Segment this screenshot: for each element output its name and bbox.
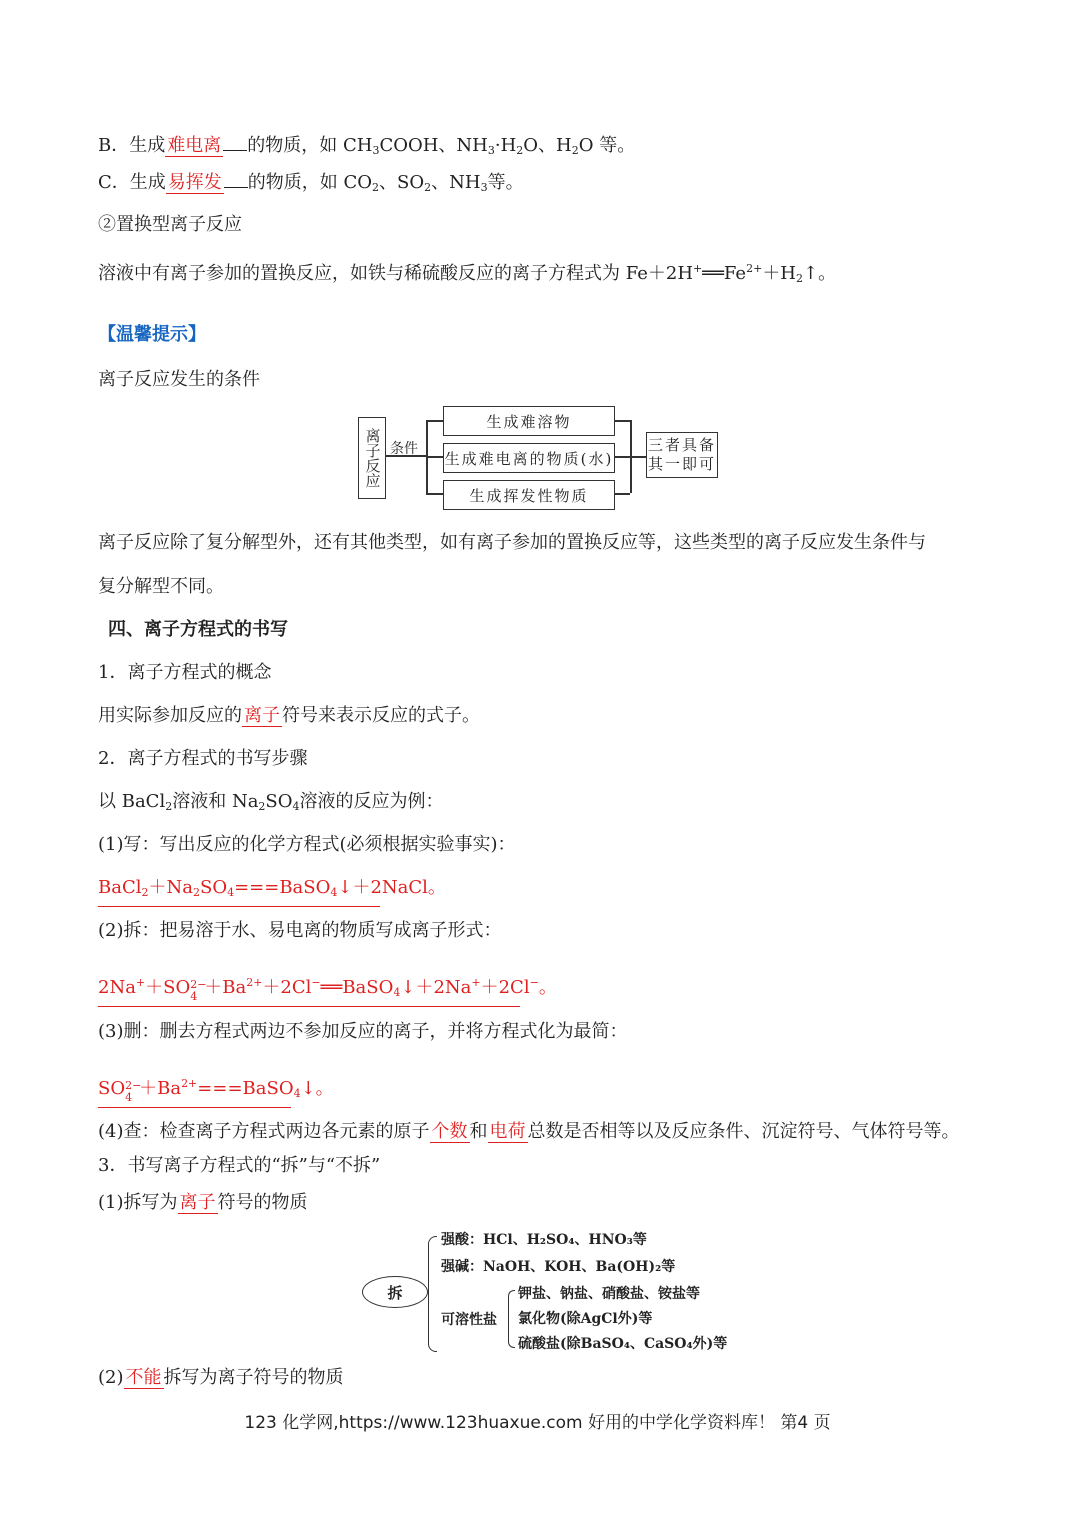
diagram-item-2: 生成难电离的物质(水) (443, 443, 615, 473)
page-footer: 123 化学网,https://www.123huaxue.com 好用的中学化学资料库！ 第4 页 (244, 1413, 831, 1433)
tree-salt-2: 氯化物(除AgCl外)等 (518, 1311, 653, 1327)
step-4: (4)查：检查离子方程式两边各元素的原子 个数 和 电荷 总数是否相等以及反应条件、沉淀符号、气体符号等。 (98, 1121, 960, 1142)
replace-body: 溶液中有离子参加的置换反应，如铁与稀硫酸反应的离子方程式为 $Fe+2H^+══Fe^{2+}+H_2↑$。 (98, 262, 837, 285)
paragraph-b: B．生成 难电离 的物质，如 $CH_3COOH$、$NH_3\cdot H_2O$、$H_2O$ 等。 (98, 130, 635, 164)
section-4-title: 四、离子方程式的书写 (108, 619, 288, 640)
s3-title: 3．书写离子方程式的“拆”与“不拆” (98, 1155, 381, 1176)
step-1: (1)写：写出反应的化学方程式(必须根据实验事实)： (98, 834, 516, 855)
s2-title: 2．离子方程式的书写步骤 (98, 748, 308, 769)
tree-salt-3: 硫酸盐(除BaSO₄、CaSO₄外)等 (518, 1336, 728, 1352)
diagram-item-1: 生成难溶物 (443, 406, 615, 436)
s3-1: (1)拆写为 离子 符号的物质 (98, 1192, 308, 1213)
diagram-left-box: 离子反应 (358, 417, 386, 499)
tree-base: 强碱：NaOH、KOH、Ba(OH)₂等 (441, 1259, 676, 1275)
answer-blank: 易挥发 (167, 172, 222, 193)
diagram-right-box: 三者具备 其一即可 (646, 432, 718, 478)
s1-body: 用实际参加反应的 离子 符号来表示反应的式子。 (98, 705, 480, 726)
tree-salt-1: 钾盐、钠盐、硝酸盐、铵盐等 (518, 1286, 700, 1302)
tree-salt: 可溶性盐 (441, 1312, 497, 1328)
step-2: (2)拆：把易溶于水、易电离的物质写成离子形式： (98, 920, 502, 941)
equation-3: SO 2− 4 $+Ba^{2+}===BaSO_4↓$。 (98, 1071, 291, 1108)
paragraph-other-2: 复分解型不同。 (98, 576, 224, 597)
s1-title: 1．离子方程式的概念 (98, 662, 272, 683)
equation-1: $BaCl_2+Na_2SO_4===BaSO_4↓+2NaCl$。 (98, 875, 380, 907)
tip-subtitle: 离子反应发生的条件 (98, 369, 260, 390)
answer-blank: 难电离 (167, 135, 222, 156)
paragraph-other-1: 离子反应除了复分解型外，还有其他类型，如有离子参加的置换反应等，这些类型的离子反应发生条件与 (98, 532, 926, 553)
equation-2: 2Na+＋SO 2− 4 $+Ba^{2+}+2Cl^-══BaSO_4↓+2Na^++2Cl^-$。 (98, 970, 520, 1007)
tree-acid: 强酸：HCl、H₂SO₄、HNO₃等 (441, 1232, 647, 1248)
s2-intro: 以 BaCl$_2$溶液和 $Na_2SO_4$溶液的反应为例： (98, 791, 444, 813)
replace-title: ②置换型离子反应 (98, 214, 242, 235)
tree-root: 拆 (362, 1276, 428, 1308)
diagram-item-3: 生成挥发性物质 (443, 480, 615, 510)
paragraph-c: C．生成 易挥发 的物质，如 $CO_2$、$SO_2$、$NH_3$等。 (98, 167, 524, 201)
diagram-cond-label: 条件 (390, 441, 418, 457)
step-3: (3)删：删去方程式两边不参加反应的离子，并将方程式化为最简： (98, 1021, 628, 1042)
s3-2: (2) 不能 拆写为离子符号的物质 (98, 1367, 344, 1388)
tip-title: 【温馨提示】 (98, 324, 206, 345)
